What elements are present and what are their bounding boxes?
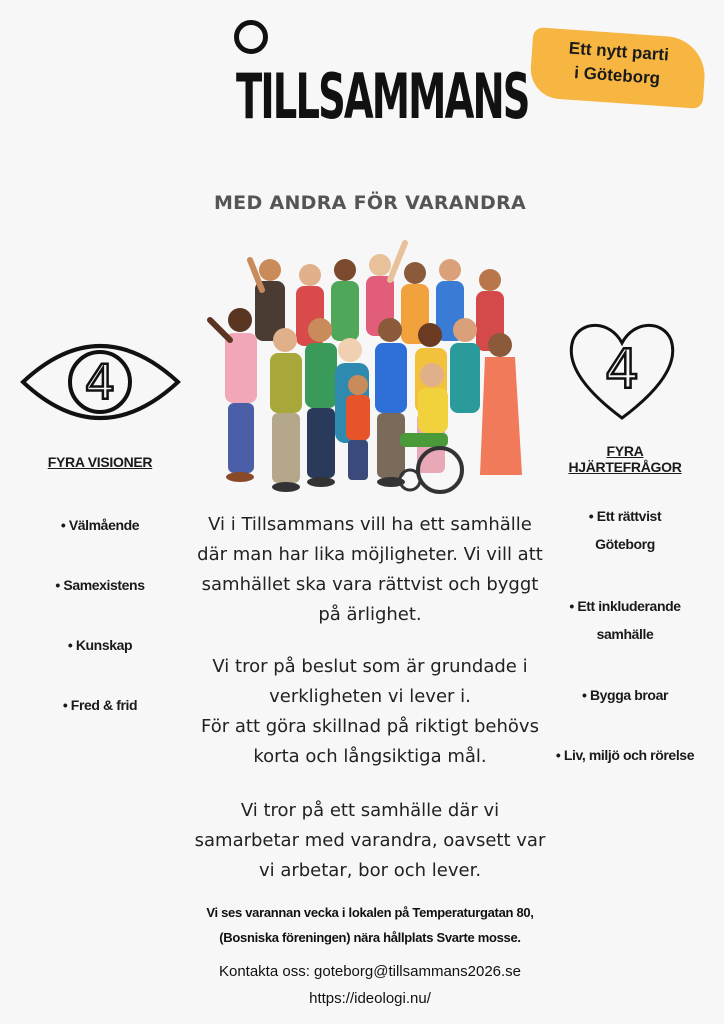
body-line: korta och långsiktiga mål.	[253, 746, 487, 767]
party-logo: TILLSAMMANS	[236, 60, 529, 133]
body-line: samarbetar med varandra, oavsett var	[194, 830, 546, 851]
eye-icon	[18, 335, 183, 430]
heart-question-line: • Ett inkluderande	[569, 598, 681, 614]
heart-question-line: Göteborg	[595, 536, 655, 552]
body-line: verkligheten vi lever i.	[269, 686, 471, 707]
heart-number: 4	[604, 338, 640, 401]
eye-number: 4	[84, 355, 116, 411]
body-line: Vi tror på ett samhälle där vi	[240, 800, 500, 821]
body-line: på ärlighet.	[318, 604, 422, 625]
vision-item: • Välmående	[60, 517, 140, 533]
website-link[interactable]: https://ideologi.nu/	[309, 990, 431, 1007]
crowd-illustration	[200, 235, 530, 510]
body-paragraph-2	[170, 652, 570, 772]
heart-question-item: • Bygga broar	[581, 687, 669, 703]
body-line: Vi i Tillsammans vill ha ett samhälle	[208, 514, 532, 535]
logo-circle	[234, 20, 268, 54]
body-line: Vi tror på beslut som är grundade i	[212, 656, 528, 677]
body-paragraph-1	[170, 510, 570, 630]
vision-item: • Kunskap	[67, 637, 133, 653]
badge-line-2: i Göteborg	[573, 62, 661, 88]
heart-question-line: • Ett rättvist	[588, 508, 662, 524]
heart-questions-heading: FYRA HJÄRTEFRÅGOR	[568, 443, 682, 475]
vision-item: • Samexistens	[55, 577, 145, 593]
heart-question-line: samhälle	[596, 626, 654, 642]
body-paragraph-3	[170, 796, 570, 886]
body-line: samhället ska vara rättvist och byggt	[201, 574, 539, 595]
heart-question-item: • Liv, miljö och rörelse	[555, 747, 695, 763]
meeting-info-line-1: Vi ses varannan vecka i lokalen på Temperaturgatan 80,	[206, 905, 534, 920]
body-line: där man har lika möjligheter. Vi vill att	[197, 544, 543, 565]
tagline: MED ANDRA FÖR VARANDRA	[213, 192, 527, 214]
visions-heading: FYRA VISIONER	[47, 454, 153, 470]
contact-email[interactable]: Kontakta oss: goteborg@tillsammans2026.se	[218, 963, 522, 980]
heart-icon	[565, 318, 680, 423]
meeting-info-line-2: (Bosniska föreningen) nära hållplats Svarte mosse.	[219, 930, 521, 945]
badge-line-1: Ett nytt parti	[568, 38, 670, 65]
vision-item: • Fred & frid	[62, 697, 138, 713]
people-group	[210, 243, 522, 492]
body-line: vi arbetar, bor och lever.	[258, 860, 482, 881]
body-line: För att göra skillnad på riktigt behövs	[201, 716, 539, 737]
